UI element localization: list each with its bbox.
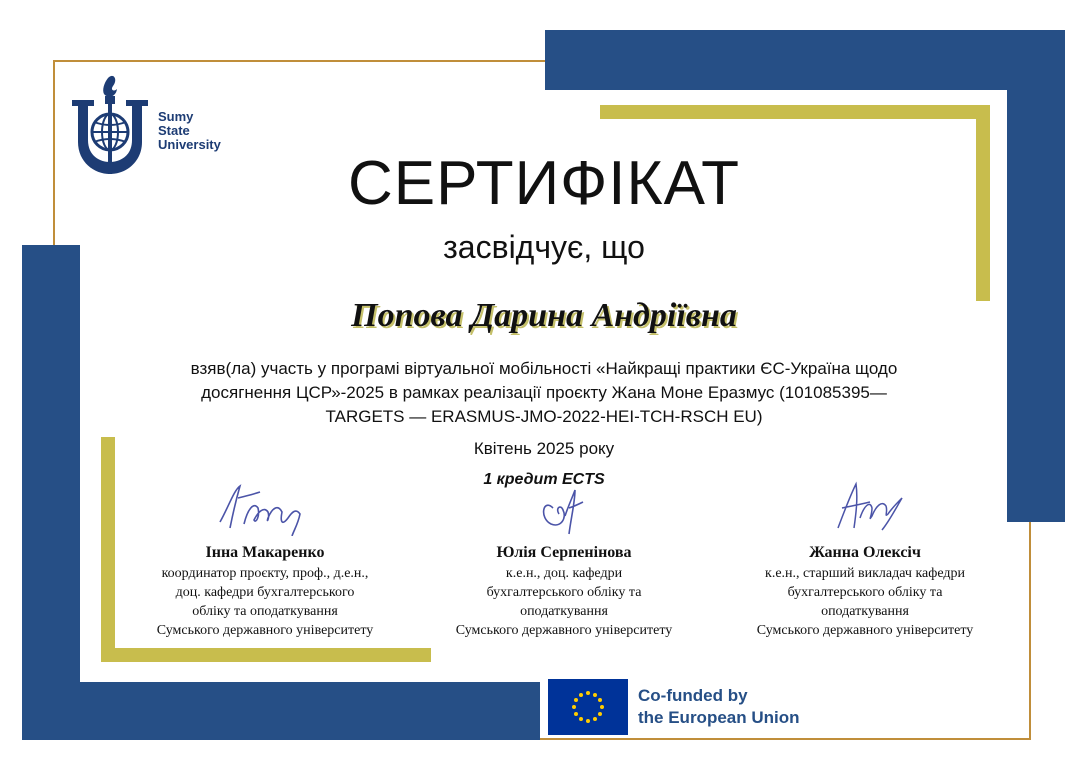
signer-3-role-3: оподаткування <box>821 604 909 619</box>
signer-3-name: Жанна Олексіч <box>809 544 921 561</box>
logo-line-3: University <box>158 137 221 152</box>
eu-cofunded-text <box>638 685 800 729</box>
description-line-1: взяв(ла) участь у програмі віртуальної мобільності «Найкращі практики ЄС-Україна щодо <box>190 359 898 378</box>
signer-1-name: Інна Макаренко <box>205 544 325 561</box>
eu-line-1: Co-funded by <box>638 686 748 705</box>
signer-2-name: Юлія Серпенінова <box>496 544 632 561</box>
description-date: Квітень 2025 року <box>473 439 615 458</box>
logo-line-2: State <box>158 123 190 138</box>
signer-2-role-1: к.е.н., доц. кафедри <box>505 566 623 581</box>
olive-frame-top <box>600 105 990 119</box>
description-line-3: TARGETS — ERASMUS-JMO-2022-HEI-TCH-RSCH EU) <box>325 407 763 426</box>
recipient-name: Попова Дарина Андріївна <box>351 297 737 334</box>
eu-flag-icon <box>548 679 628 735</box>
eu-line-2: the European Union <box>638 708 800 727</box>
olive-frame-bottom <box>101 648 431 662</box>
signer-2-role-3: оподаткування <box>520 604 608 619</box>
signer-3 <box>715 478 1015 640</box>
signer-1-role-4: Сумського державного університету <box>156 623 374 638</box>
signer-3-role-4: Сумського державного університету <box>756 623 974 638</box>
signature-3 <box>810 478 920 536</box>
blue-frame-top-right <box>545 30 1065 90</box>
signer-1 <box>115 478 415 640</box>
signer-2-role-2: бухгалтерського обліку та <box>486 585 642 600</box>
signer-1-role-3: обліку та оподаткування <box>192 604 338 619</box>
signer-3-role-1: к.е.н., старший викладач кафедри <box>765 566 965 581</box>
signer-1-role-2: доц. кафедри бухгалтерського <box>175 585 355 600</box>
eu-cofunded-block <box>548 679 830 735</box>
signer-2 <box>414 478 714 640</box>
certificate-subtitle: засвідчує, що <box>443 229 645 265</box>
university-name <box>158 110 221 152</box>
ects-credits: 1 кредит ECTS <box>483 471 605 488</box>
signer-2-role-4: Сумського державного університету <box>455 623 673 638</box>
blue-frame-bottom <box>22 682 540 740</box>
signer-3-role-2: бухгалтерського обліку та <box>787 585 943 600</box>
signature-2 <box>509 478 619 536</box>
certificate-title: СЕРТИФІКАТ <box>348 149 740 218</box>
logo-line-1: Sumy <box>158 109 194 124</box>
signer-1-role-1: координатор проєкту, проф., д.е.н., <box>161 566 369 581</box>
description-line-2: досягнення ЦСР»-2025 в рамках реалізації проєкту Жана Моне Еразмус (101085395— <box>201 383 887 402</box>
signature-1 <box>210 478 320 536</box>
